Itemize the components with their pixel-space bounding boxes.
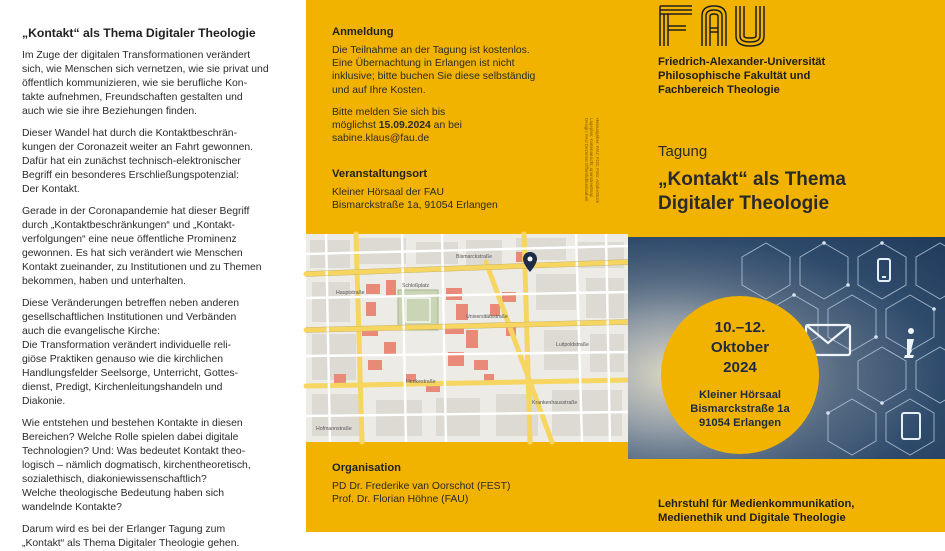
map-label-6: Henkestraße — [406, 379, 436, 385]
badge-venue-line-1: Kleiner Hörsaal — [698, 389, 782, 401]
registration-section — [332, 26, 602, 145]
venue-heading: Veranstaltungsort — [332, 168, 428, 180]
date-badge — [661, 296, 819, 454]
intro-paragraph-6: Darum wird es bei der Erlanger Tagung zum „Kontakt“ als Thema Digitaler Theologie gehen. — [22, 524, 240, 549]
intro-paragraph-2: Dieser Wandel hat durch die Kontaktbeschrän- kungen der Coronazeit weiter an Fahrt gewonnen. Dafür hat ein zunächst technisch-elektronischer Begriff ein besonderes Erschließungspotenzial: Der Kontakt. — [22, 128, 254, 195]
venue-text: Kleiner Hörsaal der FAU Bismarckstraße 1a, 91054 Erlangen — [332, 187, 498, 212]
university-name — [658, 55, 825, 97]
event-title-line-2: Digitaler Theologie — [658, 193, 830, 214]
map-label-2: Hauptstraße — [336, 290, 365, 296]
organisation-section — [332, 462, 602, 506]
university-line-3: Fachbereich Theologie — [658, 84, 780, 96]
credits-text: Herausgeber: FAU; FOS, Foto: AdobeStock Lageplan: Kartenansicht, openstreetmap Design: FAU Dezernat Öffentlichkeitsarbeit — [584, 118, 600, 203]
fau-logo — [658, 4, 782, 48]
event-title-line-1: „Kontakt“ als Thema — [658, 169, 846, 190]
map-label-5: Luitpoldstraße — [556, 342, 589, 348]
intro-heading: „Kontakt“ als Thema Digitaler Theologie — [22, 26, 256, 40]
map-graphic — [306, 234, 628, 442]
chair-name: Lehrstuhl für Medienkommunikation, Medienethik und Digitale Theologie — [658, 498, 855, 524]
registration-deadline: 15.09.2024 — [378, 120, 431, 132]
intro-column — [0, 0, 306, 549]
event-type: Tagung — [658, 143, 708, 160]
organisation-text: PD Dr. Frederike van Oorschot (FEST) Prof. Dr. Florian Höhne (FAU) — [332, 481, 511, 506]
map-label-7: Krankenhausstraße — [532, 400, 578, 406]
university-line-2: Philosophische Fakultät und — [658, 70, 811, 82]
date-line-3: 2024 — [723, 359, 757, 376]
registration-email[interactable]: sabine.klaus@fau.de — [332, 133, 430, 145]
event-title — [658, 168, 928, 216]
badge-venue-line-2: Bismarckstraße 1a — [690, 403, 790, 415]
intro-paragraph-1: Im Zuge der digitalen Transformationen verändert sich, wie Menschen sich vernetzen, wie sie privat und öffentlich kommunizieren, wie sie berufliche Kon- takte aufnehmen, Freundschaften gestalten und auch wie sie ihre Beziehungen finden. — [22, 50, 269, 117]
date-line-2: Oktober — [710, 339, 770, 356]
organisation-heading: Organisation — [332, 462, 401, 474]
registration-deadline-text: Bitte melden Sie sich bis möglichst 15.09.2024 an bei sabine.klaus@fau.de — [332, 106, 462, 145]
map-label-4: Universitätsstraße — [466, 314, 508, 320]
intro-paragraph-4: Diese Veränderungen betreffen neben anderen gesellschaftlichen Institutionen und Verbänden auch die evangelische Kirche: Die Transformation verändert individuelle reli- giöse Praktiken genauso wie die kirchlichen Handlungsfelder Seelsorge, Unterricht, Gottes- dienst, Predigt, Kirchenleitungshandeln und Diakonie. — [22, 298, 240, 407]
intro-paragraph-5: Wie entstehen und bestehen Kontakte in diesen Bereichen? Welche Rolle spielen dabei digitale Technologien? Und: Was bedeutet Kontakt theo- logisch – nämlich dogmatisch, kirchentheoretisch, sozialethisch, diakoniewissenschaftlich? Welche theologische Bedeutung haben sich wandelnde Kontakte? — [22, 418, 251, 513]
map-label-8: Hofmannstraße — [316, 426, 352, 432]
map-label-3: Schloßplatz — [402, 283, 430, 289]
intro-paragraph-3: Gerade in der Coronapandemie hat dieser Begriff durch „Kontaktbeschränkungen“ und „Kontakt- verfolgungen“ eine neue öffentliche Prominenz gewonnen. Es hat sich verändert wie Menschen Kontakt zueinander, zu Institutionen und zu Themen bekommen, haben und unterhalten. — [22, 206, 262, 287]
location-map[interactable] — [306, 234, 628, 442]
map-label-1: Bismarckstraße — [456, 254, 493, 260]
cover-column — [628, 0, 945, 532]
registration-text: Die Teilnahme an der Tagung ist kostenlos. Eine Übernachtung in Erlangen ist nicht inklusive; bitte buchen Sie diese selbständig und auf Ihre Kosten. — [332, 45, 536, 96]
university-line-1: Friedrich-Alexander-Universität — [658, 56, 826, 68]
venue-section — [332, 168, 602, 212]
date-line-1: 10.–12. — [714, 319, 766, 336]
registration-heading: Anmeldung — [332, 26, 394, 38]
badge-venue-line-3: 91054 Erlangen — [698, 417, 782, 429]
